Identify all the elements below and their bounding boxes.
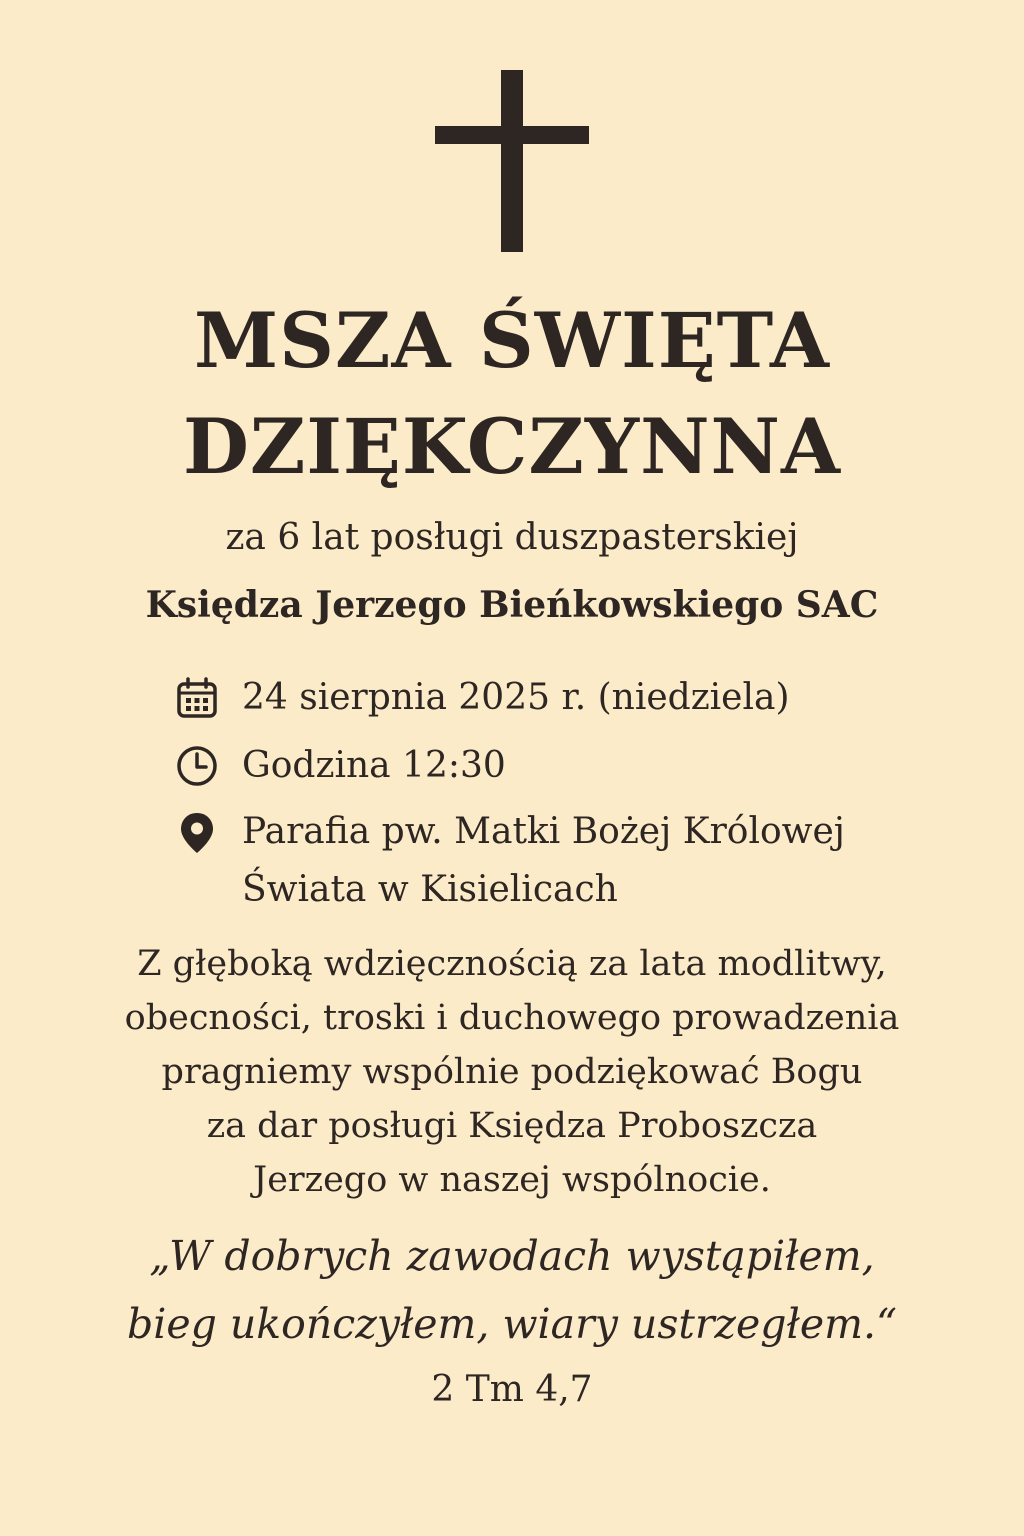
clock-icon — [176, 745, 218, 787]
paragraph-line: Jerzego w naszej wspólnocie. — [253, 1160, 771, 1200]
date-text: 24 sierpnia 2025 r. (niedziela) — [242, 677, 790, 718]
subtitle: za 6 lat posługi duszpasterskiej — [225, 517, 799, 558]
quote-line: „W dobrych zawodach wystąpiłem, — [149, 1232, 875, 1280]
paragraph-line: obecności, troski i duchowego prowadzenia — [124, 998, 900, 1038]
location-pin-icon — [176, 812, 218, 854]
paragraph-line: pragniemy wspólnie podziękować Bogu — [161, 1052, 863, 1092]
place-text-line-1: Parafia pw. Matki Bożej Królowej — [242, 811, 845, 852]
paragraph-line: za dar posługi Księdza Proboszcza — [206, 1106, 818, 1146]
time-text: Godzina 12:30 — [242, 745, 506, 786]
bible-quote — [0, 1222, 1024, 1358]
calendar-icon — [176, 677, 218, 719]
quote-reference: 2 Tm 4,7 — [431, 1369, 593, 1410]
title-line-1: MSZA ŚWIĘTA — [194, 296, 830, 385]
priest-name: Księdza Jerzego Bieńkowskiego SAC — [145, 584, 879, 626]
gratitude-paragraph — [0, 937, 1024, 1207]
place-text-line-2: Świata w Kisielicach — [242, 869, 618, 910]
quote-line: bieg ukończyłem, wiary ustrzegłem.“ — [127, 1300, 897, 1348]
paragraph-line: Z głęboką wdzięcznością za lata modlitwy, — [137, 944, 887, 984]
cross-icon — [435, 70, 589, 252]
title-line-2: DZIĘKCZYNNA — [182, 402, 841, 491]
